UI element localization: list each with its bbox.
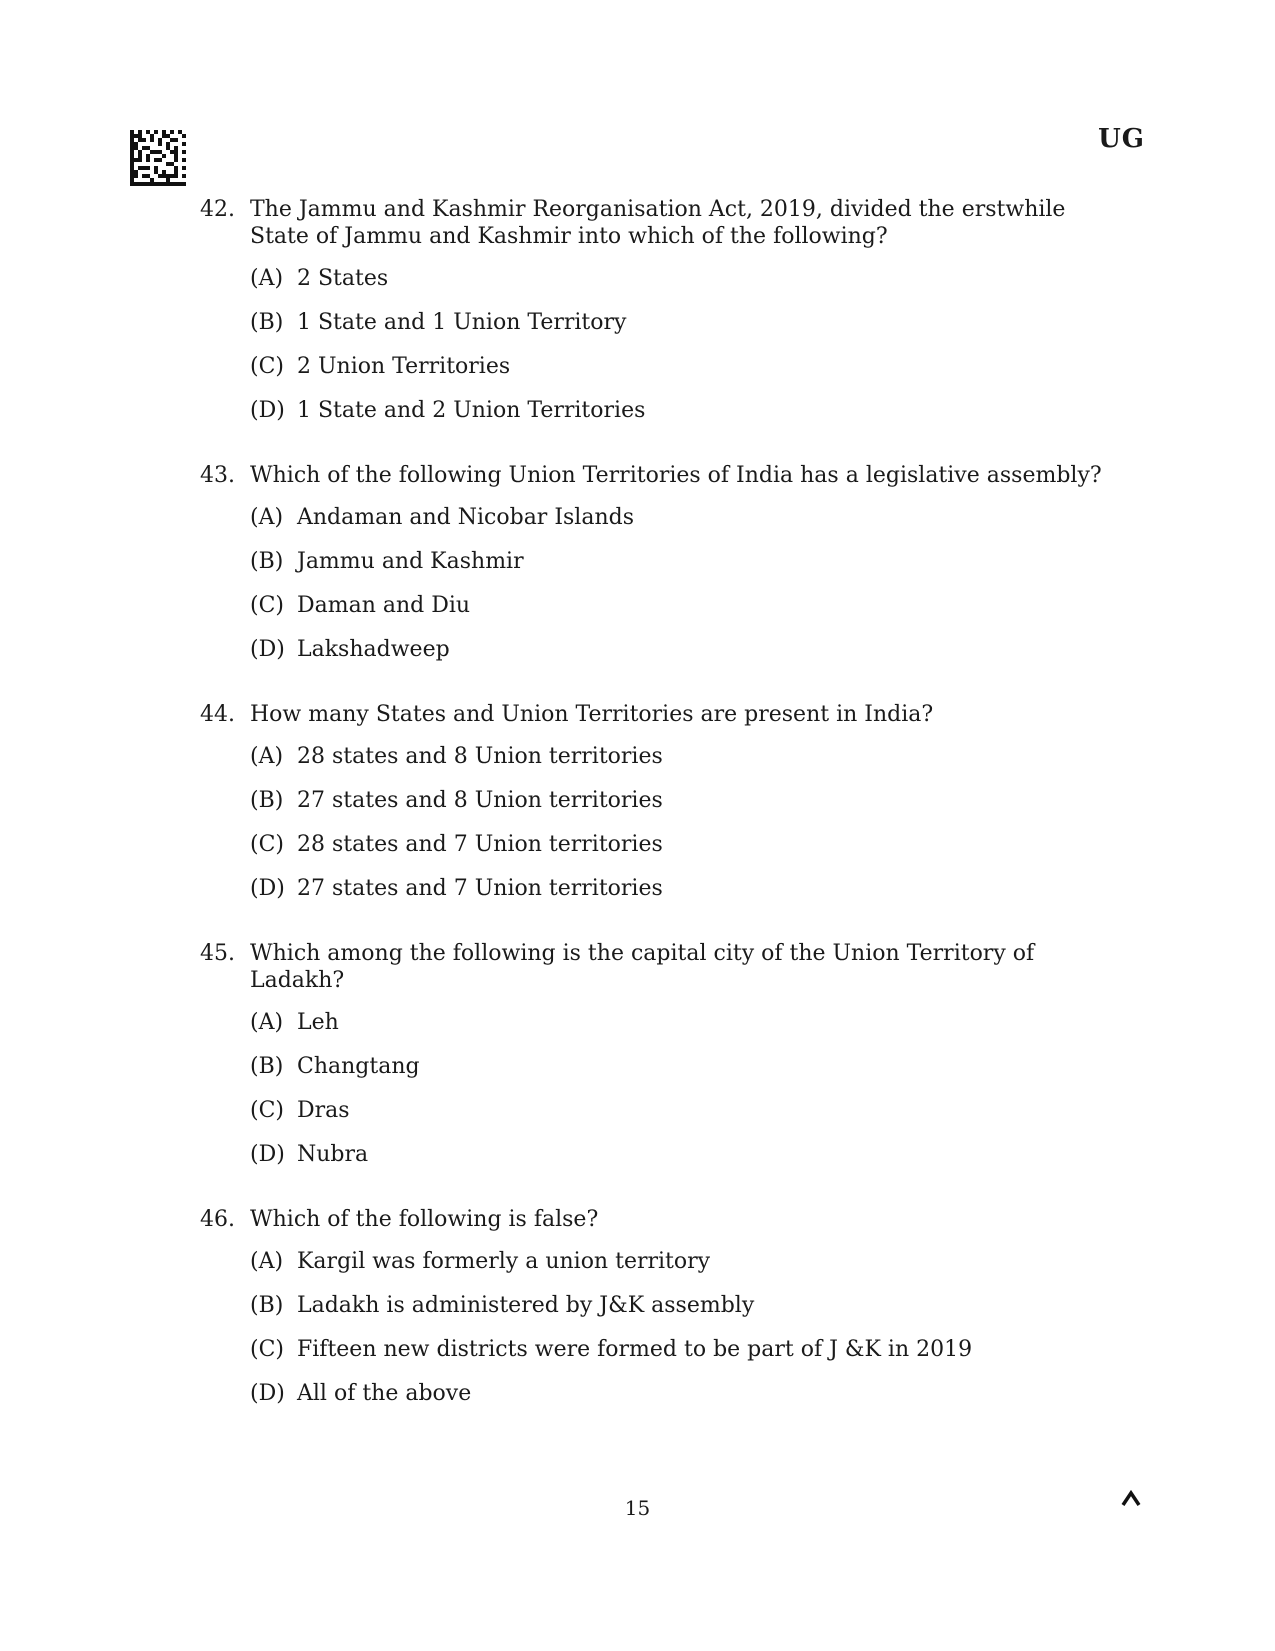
option-item bbox=[250, 265, 1110, 292]
option-item bbox=[250, 1009, 1110, 1036]
option-label: (C) bbox=[250, 354, 284, 379]
question-item bbox=[200, 196, 1110, 424]
option-item bbox=[250, 743, 1110, 770]
option-label: (A) bbox=[250, 744, 284, 769]
question-number: 43. bbox=[200, 463, 235, 488]
option-text: 28 states and 8 Union territories bbox=[297, 744, 663, 769]
option-item bbox=[250, 504, 1110, 531]
option-label: (D) bbox=[250, 876, 285, 901]
option-text: Kargil was formerly a union territory bbox=[297, 1249, 711, 1274]
option-label: (C) bbox=[250, 1337, 284, 1362]
option-item bbox=[250, 636, 1110, 663]
option-item bbox=[250, 875, 1110, 902]
paper-code: UG bbox=[1098, 124, 1145, 154]
option-label: (A) bbox=[250, 1010, 284, 1035]
option-text: 28 states and 7 Union territories bbox=[297, 832, 663, 857]
question-item bbox=[200, 940, 1110, 1168]
question-number: 45. bbox=[200, 941, 235, 966]
option-label: (D) bbox=[250, 398, 285, 423]
option-label: (B) bbox=[250, 788, 284, 813]
option-item bbox=[250, 309, 1110, 336]
option-item bbox=[250, 353, 1110, 380]
option-text: 27 states and 8 Union territories bbox=[297, 788, 663, 813]
option-item bbox=[250, 787, 1110, 814]
option-item bbox=[250, 1053, 1110, 1080]
option-label: (B) bbox=[250, 1293, 284, 1318]
option-item bbox=[250, 831, 1110, 858]
datamatrix-barcode bbox=[130, 130, 186, 186]
option-item bbox=[250, 548, 1110, 575]
option-item bbox=[250, 1248, 1110, 1275]
question-text: The Jammu and Kashmir Reorganisation Act, 2019, divided the erstwhile State of Jammu and Kashmir into which of the following? bbox=[250, 197, 1066, 249]
question-item bbox=[200, 701, 1110, 902]
option-list bbox=[250, 1009, 1110, 1168]
option-label: (D) bbox=[250, 637, 285, 662]
option-text: Fifteen new districts were formed to be part of J &K in 2019 bbox=[297, 1337, 973, 1362]
option-item bbox=[250, 1292, 1110, 1319]
option-label: (C) bbox=[250, 593, 284, 618]
option-item bbox=[250, 1380, 1110, 1407]
question-item bbox=[200, 462, 1110, 663]
question-text: Which among the following is the capital city of the Union Territory of Ladakh? bbox=[250, 941, 1035, 993]
option-text: Daman and Diu bbox=[297, 593, 471, 618]
option-list bbox=[250, 504, 1110, 663]
option-label: (A) bbox=[250, 1249, 284, 1274]
question-text: How many States and Union Territories are present in India? bbox=[250, 702, 934, 727]
option-text: Leh bbox=[297, 1010, 339, 1035]
option-label: (C) bbox=[250, 832, 284, 857]
option-label: (B) bbox=[250, 310, 284, 335]
option-label: (D) bbox=[250, 1142, 285, 1167]
option-text: 2 Union Territories bbox=[297, 354, 511, 379]
option-item bbox=[250, 397, 1110, 424]
option-label: (B) bbox=[250, 1054, 284, 1079]
caret-up-icon bbox=[1120, 1488, 1142, 1510]
question-text: Which of the following is false? bbox=[250, 1207, 599, 1232]
question-number: 44. bbox=[200, 702, 235, 727]
option-item bbox=[250, 1097, 1110, 1124]
question-number: 42. bbox=[200, 197, 235, 222]
option-text: 27 states and 7 Union territories bbox=[297, 876, 663, 901]
option-label: (A) bbox=[250, 505, 284, 530]
option-text: 2 States bbox=[297, 266, 389, 291]
option-list bbox=[250, 265, 1110, 424]
option-item bbox=[250, 1336, 1110, 1363]
option-text: 1 State and 1 Union Territory bbox=[297, 310, 627, 335]
question-text: Which of the following Union Territories of India has a legislative assembly? bbox=[250, 463, 1102, 488]
option-list bbox=[250, 743, 1110, 902]
option-text: Dras bbox=[297, 1098, 350, 1123]
page-number: 15 bbox=[624, 1496, 651, 1520]
option-text: All of the above bbox=[297, 1381, 472, 1406]
question-number: 46. bbox=[200, 1207, 235, 1232]
question-list bbox=[200, 196, 1110, 1445]
option-label: (D) bbox=[250, 1381, 285, 1406]
option-label: (C) bbox=[250, 1098, 284, 1123]
option-item bbox=[250, 592, 1110, 619]
option-label: (B) bbox=[250, 549, 284, 574]
option-text: Andaman and Nicobar Islands bbox=[297, 505, 634, 530]
option-item bbox=[250, 1141, 1110, 1168]
option-label: (A) bbox=[250, 266, 284, 291]
option-text: 1 State and 2 Union Territories bbox=[297, 398, 646, 423]
question-item bbox=[200, 1206, 1110, 1407]
option-text: Changtang bbox=[297, 1054, 420, 1079]
option-text: Lakshadweep bbox=[297, 637, 450, 662]
option-text: Nubra bbox=[297, 1142, 369, 1167]
option-list bbox=[250, 1248, 1110, 1407]
option-text: Ladakh is administered by J&K assembly bbox=[297, 1293, 755, 1318]
option-text: Jammu and Kashmir bbox=[297, 549, 524, 574]
